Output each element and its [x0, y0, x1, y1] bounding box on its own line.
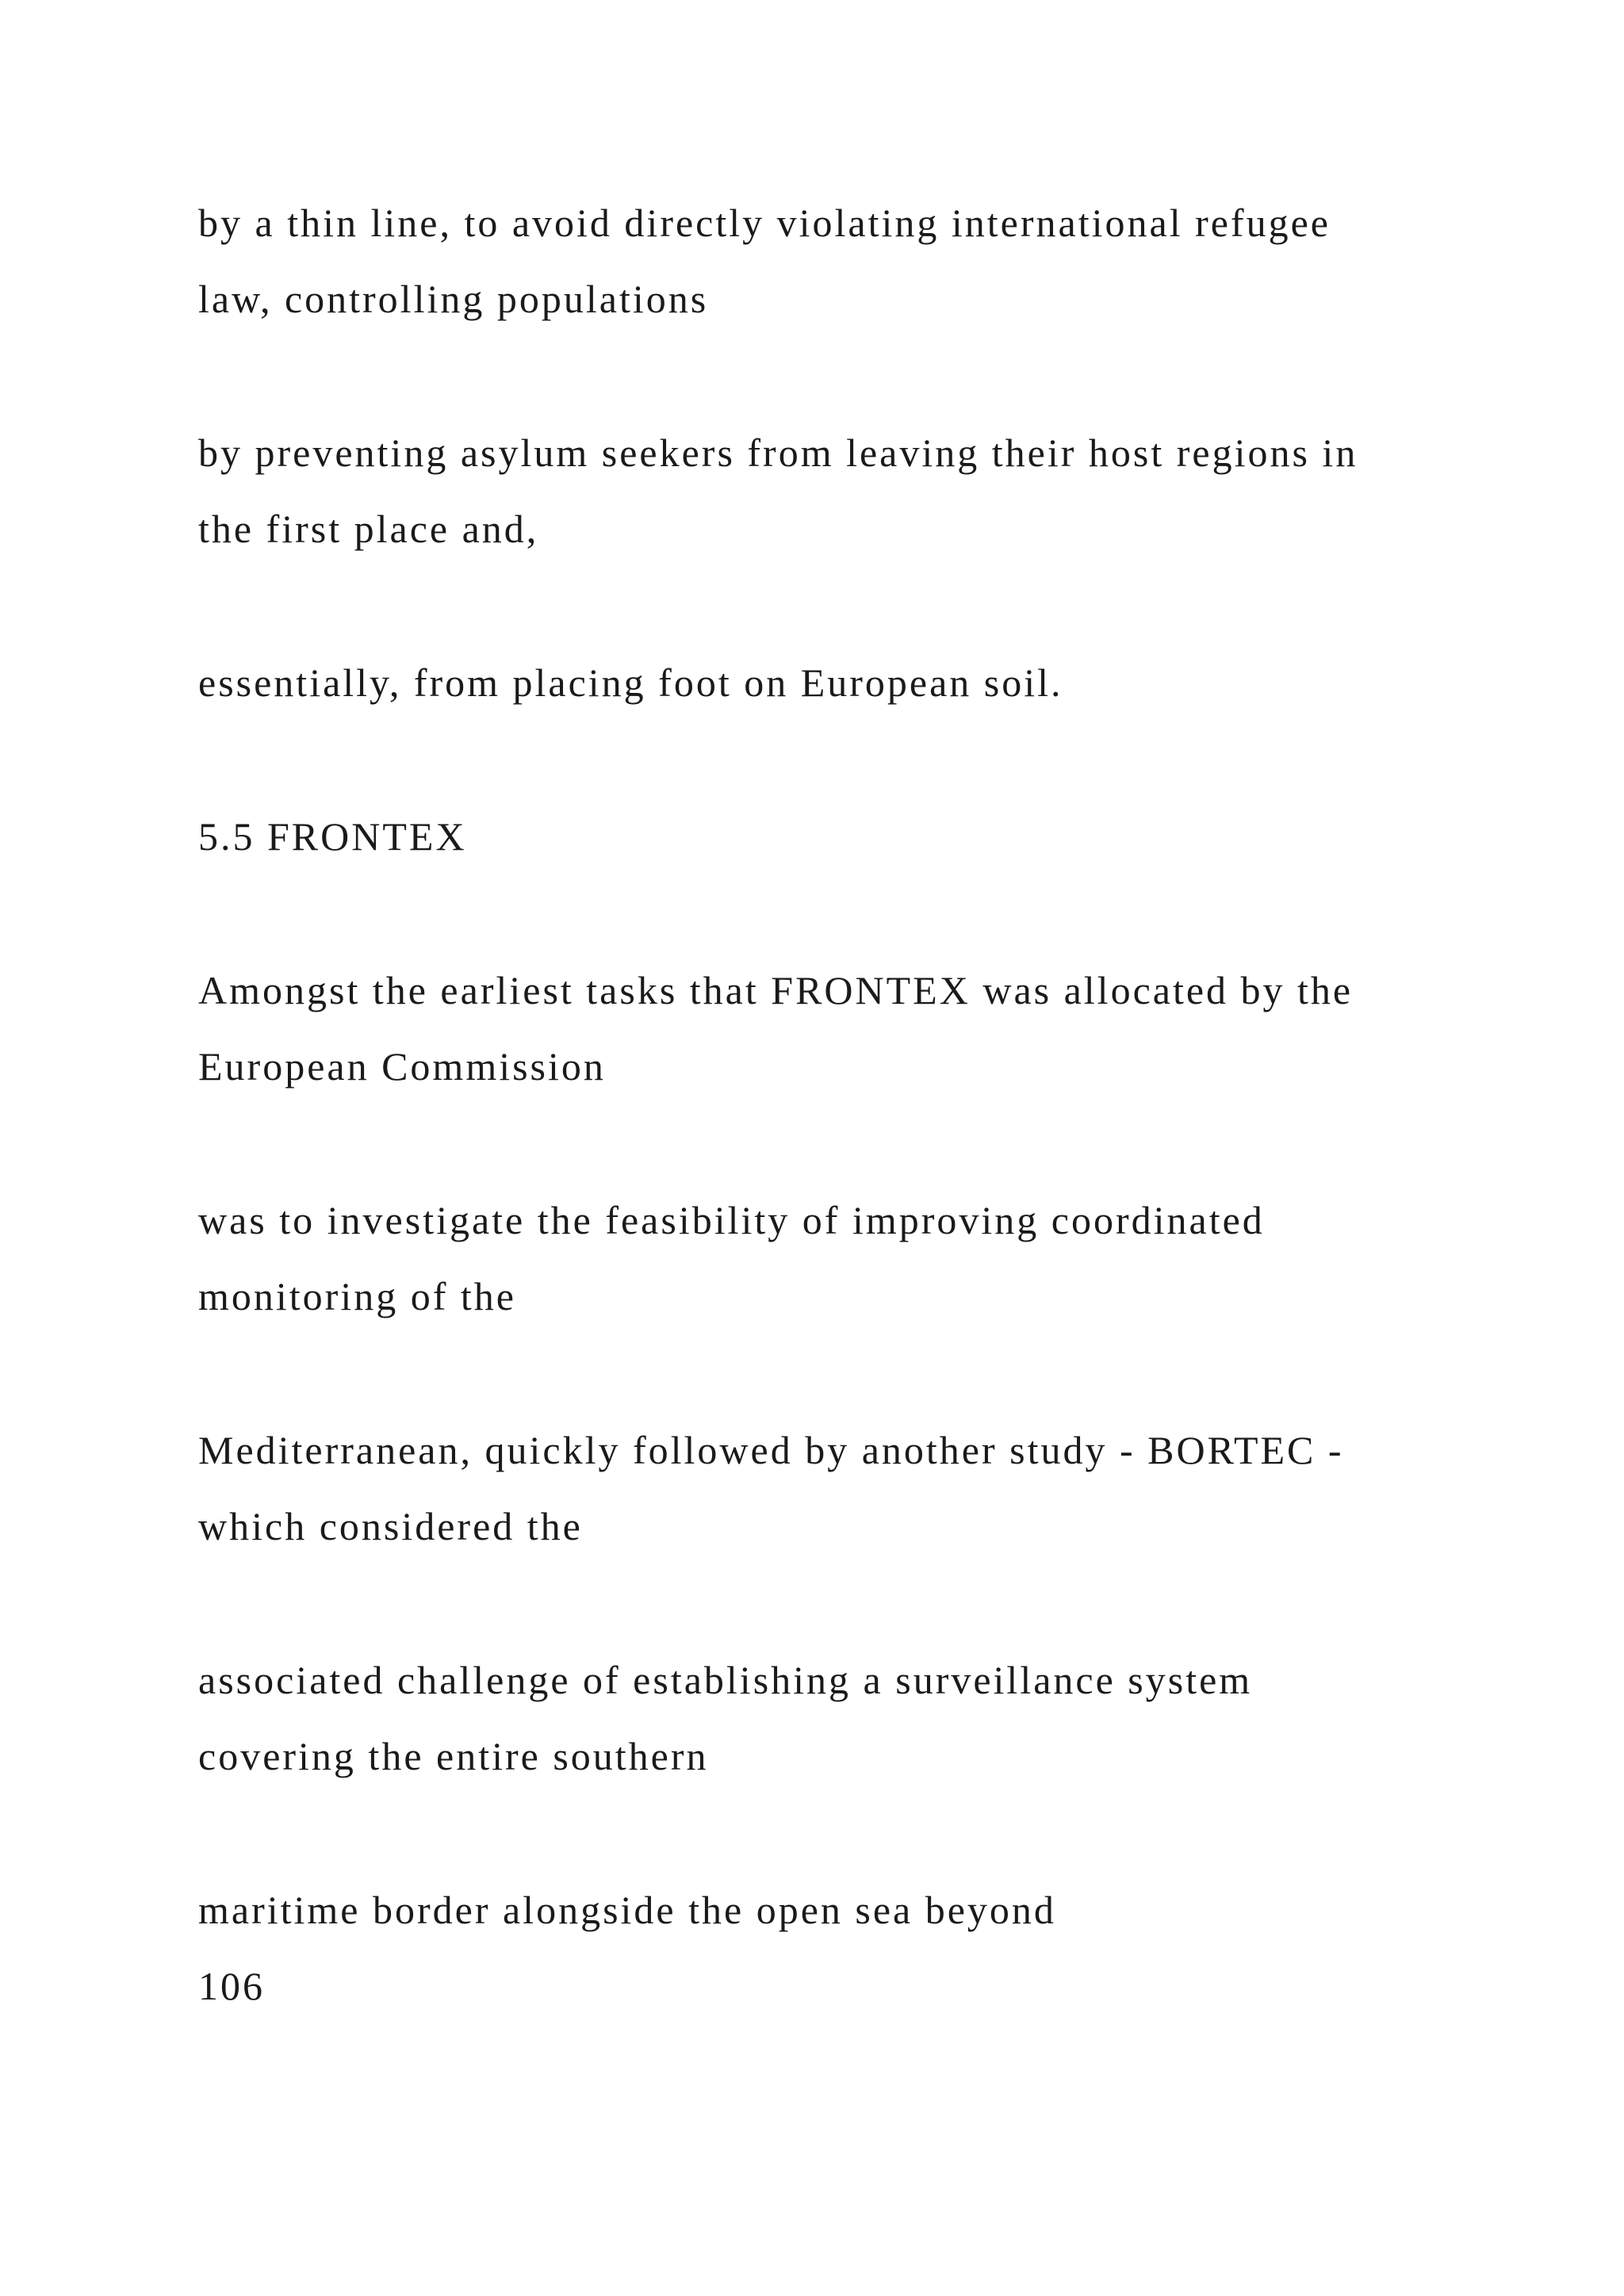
paragraph — [198, 185, 1331, 337]
paragraph — [198, 645, 1063, 721]
paragraph — [198, 1412, 1344, 1564]
text-line: Amongst the earliest tasks that FRONTEX was allocated by the — [198, 968, 1354, 1012]
paragraph — [198, 1182, 1265, 1334]
text-line: by preventing asylum seekers from leaving their host regions in — [198, 430, 1358, 475]
section-heading — [198, 798, 467, 874]
paragraph — [198, 1642, 1252, 1794]
paragraph — [198, 952, 1353, 1104]
text-line: which considered the — [198, 1504, 583, 1548]
text-line: associated challenge of establishing a surveillance system — [198, 1658, 1253, 1702]
text-line: maritime border alongside the open sea beyond — [198, 1888, 1056, 1932]
section-heading-text: 5.5 FRONTEX — [198, 814, 467, 859]
paragraph — [198, 415, 1358, 567]
text-line: monitoring of the — [198, 1274, 516, 1318]
text-line: the first place and, — [198, 507, 539, 551]
text-line: was to investigate the feasibility of improving coordinated — [198, 1198, 1265, 1242]
text-line: Mediterranean, quickly followed by another study - BORTEC - — [198, 1428, 1344, 1472]
page-number: 106 — [198, 1964, 265, 2008]
text-line: by a thin line, to avoid directly violating international refugee — [198, 201, 1331, 245]
text-line: essentially, from placing foot on European soil. — [198, 660, 1063, 705]
text-line: covering the entire southern — [198, 1734, 709, 1778]
paragraph — [198, 1872, 1056, 1948]
text-line: law, controlling populations — [198, 277, 709, 321]
text-line: European Commission — [198, 1044, 606, 1089]
